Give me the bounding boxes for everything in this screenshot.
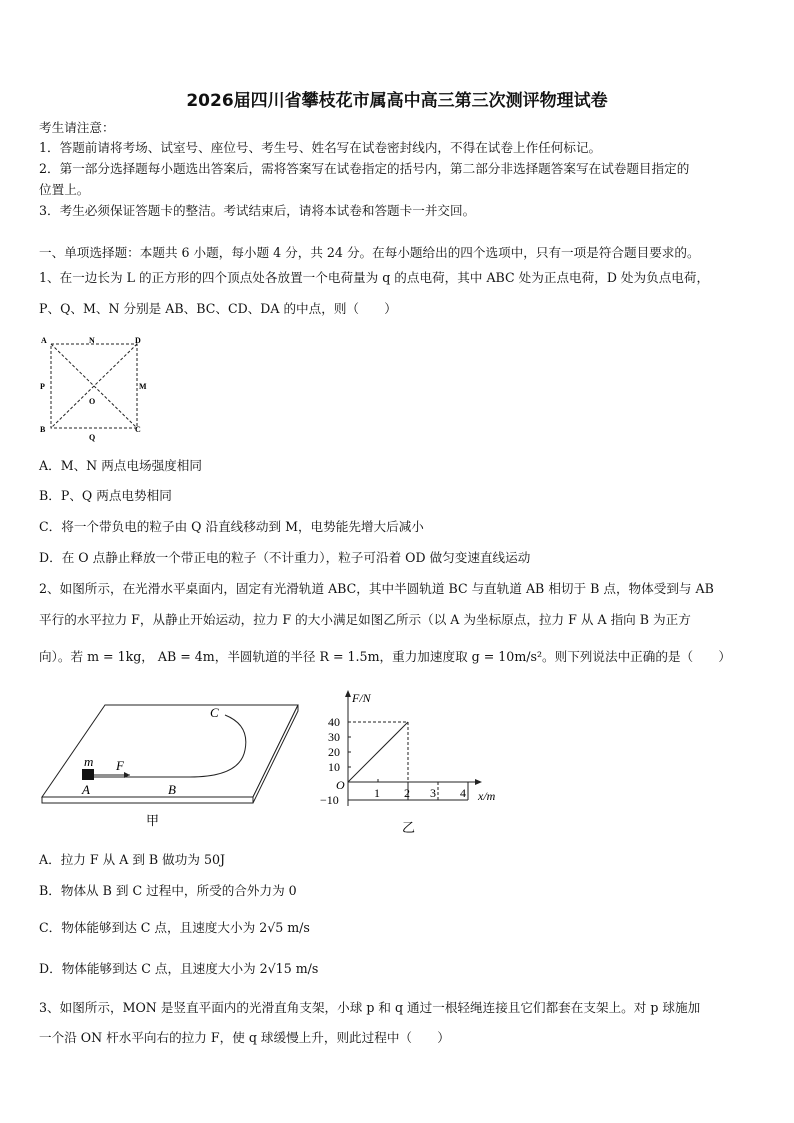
y-axis-label: F/N bbox=[352, 691, 371, 705]
xtick-3: 3 bbox=[430, 786, 436, 800]
q2-stem: 平行的水平拉力 F，从静止开始运动，拉力 F 的大小满足如图乙所示（以 A 为坐标原点，拉力 F 从 A 指向 B 为正方 bbox=[39, 612, 691, 627]
q2-option-d: D．物体能够到达 C 点，且速度大小为 2√15 m/s bbox=[39, 961, 319, 976]
q1-option-d: D．在 O 点静止释放一个带正电的粒子（不计重力），粒子可沿着 OD 做匀变速直线运动 bbox=[39, 550, 531, 565]
label-D: D bbox=[135, 336, 141, 345]
label-A: A bbox=[41, 336, 47, 345]
label-C: C bbox=[135, 425, 141, 434]
q2-option-c: C．物体能够到达 C 点，且速度大小为 2√5 m/s bbox=[39, 920, 310, 935]
notice-item: 1．答题前请将考场、试室号、座位号、考生号、姓名写在试卷密封线内，不得在试卷上作任何标记。 bbox=[39, 140, 602, 155]
label-O: O bbox=[89, 397, 96, 406]
label-N: N bbox=[89, 336, 95, 345]
label-C: C bbox=[210, 705, 219, 720]
notice-heading: 考生请注意： bbox=[39, 120, 115, 135]
label-B: B bbox=[40, 425, 46, 434]
notice-item: 位置上。 bbox=[39, 182, 90, 197]
caption-jia: 甲 bbox=[146, 813, 160, 828]
exam-title: 2026届四川省攀枝花市属高中高三第三次测评物理试卷 bbox=[186, 91, 608, 111]
q2-force-graph bbox=[318, 688, 508, 836]
origin-label: O bbox=[336, 778, 345, 792]
label-m: m bbox=[84, 754, 94, 769]
notice-item: 3．考生必须保证答题卡的整洁。考试结束后，请将本试卷和答题卡一并交回。 bbox=[39, 203, 476, 218]
q1-stem: P、Q、M、N 分别是 AB、BC、CD、DA 的中点，则（ ） bbox=[39, 301, 397, 316]
q1-option-b: B．P、Q 两点电势相同 bbox=[39, 488, 172, 503]
q1-square-figure bbox=[36, 334, 148, 442]
label-Q: Q bbox=[89, 433, 96, 442]
label-P: P bbox=[40, 382, 45, 391]
ytick-20: 20 bbox=[328, 745, 340, 759]
q2-option-a: A．拉力 F 从 A 到 B 做功为 50J bbox=[39, 852, 226, 867]
notice-item: 2．第一部分选择题每小题选出答案后，需将答案写在试卷指定的括号内，第二部分非选择题答案写在试卷题目指定的 bbox=[39, 161, 690, 176]
label-B: B bbox=[168, 782, 176, 797]
q2-option-b: B．物体从 B 到 C 过程中，所受的合外力为 0 bbox=[39, 883, 297, 898]
xtick-1: 1 bbox=[374, 786, 380, 800]
q3-stem: 一个沿 ON 杆水平向右的拉力 F，使 q 球缓慢上升，则此过程中（ ） bbox=[39, 1030, 450, 1045]
xtick-4: 4 bbox=[460, 786, 466, 800]
xtick-2: 2 bbox=[404, 786, 410, 800]
label-M: M bbox=[139, 382, 147, 391]
x-axis-label: x/m bbox=[478, 789, 496, 803]
ytick-30: 30 bbox=[328, 730, 340, 744]
ytick-40: 40 bbox=[328, 715, 340, 729]
section-heading: 一、单项选择题：本题共 6 小题，每小题 4 分，共 24 分。在每小题给出的四个选项中，只有一项是符合题目要求的。 bbox=[39, 245, 700, 260]
q1-option-a: A．M、N 两点电场强度相同 bbox=[39, 458, 202, 473]
ytick-10: 10 bbox=[328, 760, 340, 774]
ytick-neg10: −10 bbox=[320, 793, 339, 807]
q3-stem: 3、如图所示，MON 是竖直平面内的光滑直角支架，小球 p 和 q 通过一根轻绳连接且它们都套在支架上。对 p 球施加 bbox=[39, 1000, 701, 1015]
label-F: F bbox=[116, 758, 124, 773]
label-A: A bbox=[82, 782, 90, 797]
q2-stem: 2、如图所示，在光滑水平桌面内，固定有光滑轨道 ABC，其中半圆轨道 BC 与直轨道 AB 相切于 B 点，物体受到与 AB bbox=[39, 581, 714, 596]
q1-stem: 1、在一边长为 L 的正方形的四个顶点处各放置一个电荷量为 q 的点电荷，其中 ABC 处为正点电荷，D 处为负点电荷， bbox=[39, 270, 710, 285]
q2-table-figure bbox=[40, 700, 300, 830]
q1-option-c: C．将一个带负电的粒子由 Q 沿直线移动到 M，电势能先增大后减小 bbox=[39, 519, 424, 534]
q2-stem: 向）。若 m = 1kg， AB = 4m，半圆轨道的半径 R = 1.5m，重力加速度取 g = 10m/s²。则下列说法中正确的是（ ） bbox=[39, 649, 731, 664]
caption-yi: 乙 bbox=[402, 820, 416, 835]
